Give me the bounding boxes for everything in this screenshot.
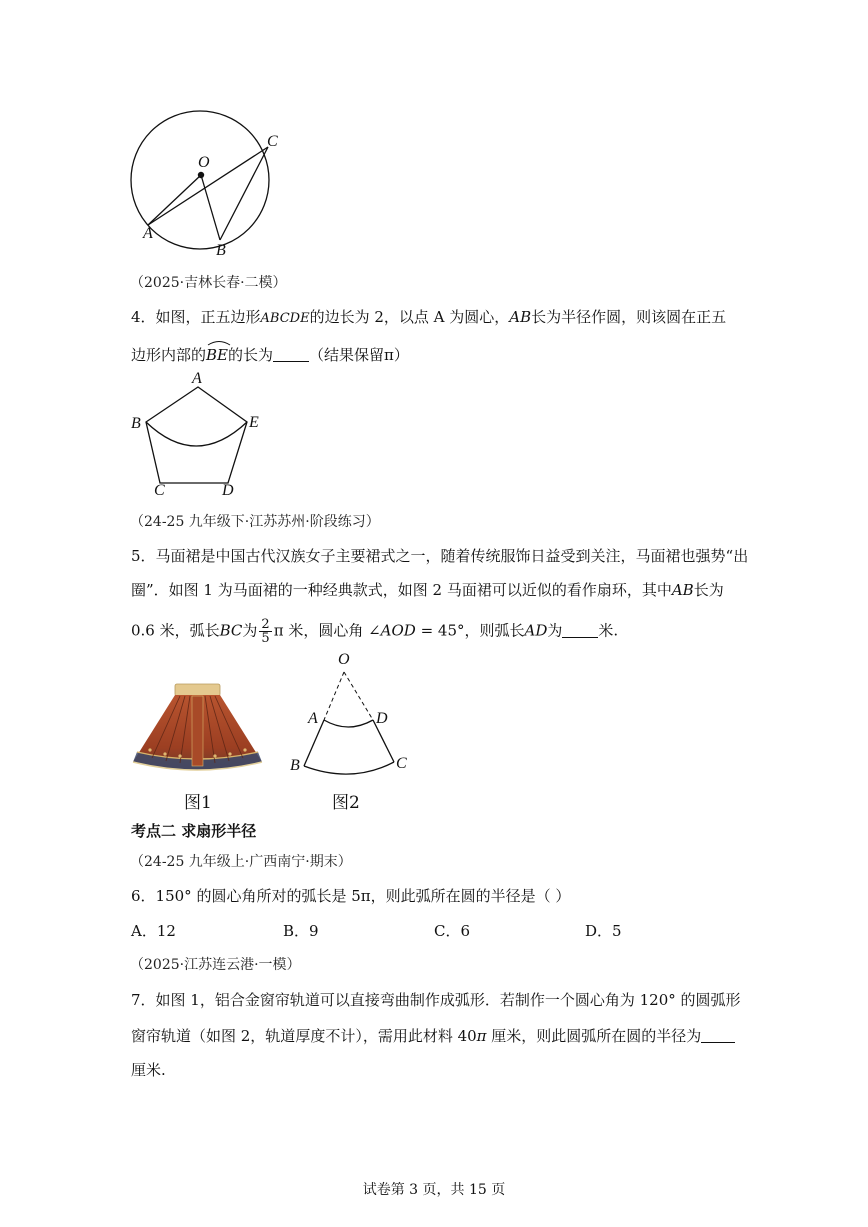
answer-blank-q5[interactable]: [562, 623, 598, 638]
q7-line1: 7．如图 1，铝合金窗帘轨道可以直接弯曲制作成弧形．若制作一个圆心角为 120° 的圆弧形: [131, 991, 741, 1009]
q5-line2: 圈”．如图 1 为马面裙的一种经典款式，如图 2 马面裙可以近似的看作扇环，其中AB长为: [131, 581, 724, 599]
q7-line2: 窗帘轨道（如图 2，轨道厚度不计），需用此材料 40π 厘米，则此圆弧所在圆的半径为: [131, 1026, 735, 1046]
q6-stem: 6．150° 的圆心角所对的弧长是 5π，则此弧所在圆的半径是（ ）: [131, 887, 571, 905]
skirt-illustration: [130, 680, 265, 775]
q6-option-a[interactable]: A．12: [131, 922, 176, 940]
section2-title: 考点二 求扇形半径: [131, 822, 257, 840]
sector-label-d: D: [376, 710, 388, 727]
q5-line1: 5．马面裙是中国古代汉族女子主要裙式之一，随着传统服饰日益受到关注，马面裙也强势“出: [131, 547, 749, 565]
sector-label-b: B: [290, 757, 300, 774]
point-label-o: O: [198, 154, 210, 171]
q7-line3: 厘米.: [131, 1061, 166, 1079]
pentagon-figure: [130, 370, 270, 500]
q5-line3: 0.6 米，弧长BC为 $\frac{2}{5}$ π 米，圆心角 ∠AOD = 45°，则弧长AD为 米.: [131, 617, 619, 646]
sector-label-c: C: [396, 755, 407, 772]
point-label-c: C: [267, 133, 278, 150]
q6-source: （24-25 九年级上·广西南宁·期末）: [130, 854, 352, 870]
page-footer: 试卷第 3 页，共 15 页: [362, 1182, 506, 1198]
q6-option-c[interactable]: C．6: [434, 922, 471, 940]
pent-label-e: E: [249, 414, 259, 431]
figure1-caption: 图1: [184, 793, 212, 813]
pent-label-d: D: [222, 482, 234, 499]
point-label-b: B: [216, 242, 226, 259]
q6-option-b[interactable]: B．9: [283, 922, 319, 940]
fraction-2-5: $\frac{2}{5}$: [261, 617, 270, 646]
arc-be: BE: [206, 341, 228, 365]
q4-source: （24-25 九年级下·江苏苏州·阶段练习）: [130, 514, 380, 530]
answer-blank-q4[interactable]: [273, 347, 309, 362]
pent-label-a: A: [192, 370, 202, 387]
figure2-caption: 图2: [332, 793, 360, 813]
q6-option-d[interactable]: D．5: [585, 922, 622, 940]
q4-line2: 边形内部的 BE的长为 （结果保留π）: [131, 341, 409, 365]
answer-blank-q7[interactable]: [701, 1028, 735, 1043]
pent-label-c: C: [154, 482, 165, 499]
q4-line1: 4．如图，正五边形ABCDE的边长为 2，以点 A 为圆心，AB长为半径作圆，则该圆在正五: [131, 308, 727, 326]
point-label-a: A: [143, 225, 153, 242]
q3-source: （2025·吉林长春·二模）: [130, 275, 287, 291]
sector-label-o: O: [338, 651, 350, 668]
sector-label-a: A: [308, 710, 318, 727]
pent-label-b: B: [131, 415, 141, 432]
q7-source: （2025·江苏连云港·一模）: [130, 957, 301, 973]
